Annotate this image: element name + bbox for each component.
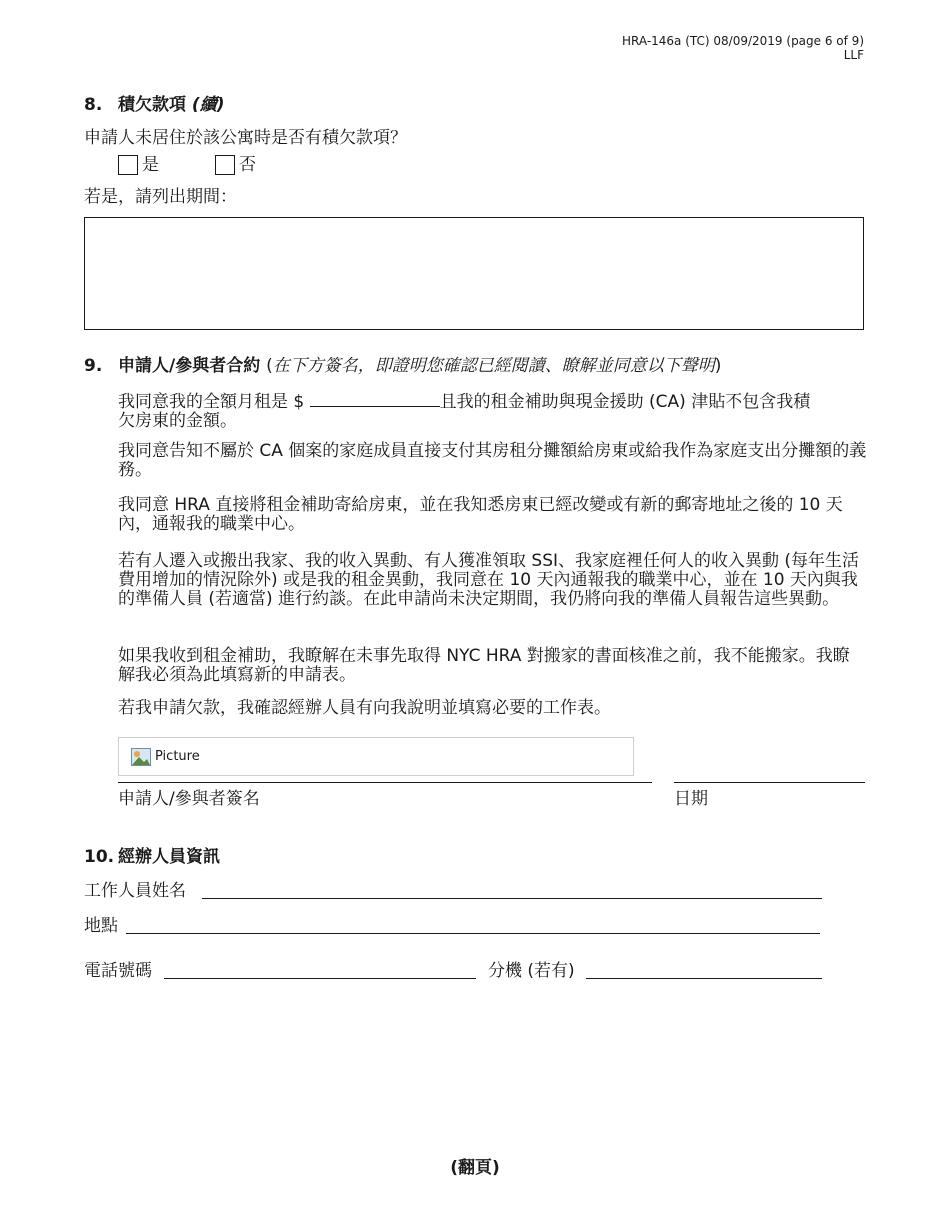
section-9-subtitle-open: ( <box>266 356 273 376</box>
section-8-number: 8. <box>84 95 103 115</box>
signature-label: 申請人/參與者簽名 <box>118 789 260 809</box>
rent-text-line2: 欠房東的金額。 <box>118 411 237 431</box>
phone-label: 電話號碼 <box>84 961 152 981</box>
yes-option[interactable] <box>118 155 159 175</box>
section-9-title-text: 申請人/參與者合約 <box>118 356 261 376</box>
agreement-landlord-paragraph: 我同意 HRA 直接將租金補助寄給房東，並在我知悉房東已經改變或有新的郵寄地址之後的 10 天內，通報我的職業中心。 <box>118 495 843 534</box>
section-10-title <box>84 842 220 867</box>
agreement-move-paragraph: 如果我收到租金補助，我瞭解在未事先取得 NYC HRA 對搬家的書面核准之前，我不能搬家。我瞭解我必須為此填寫新的申請表。 <box>118 646 850 685</box>
date-label: 日期 <box>674 789 708 809</box>
worker-name-label: 工作人員姓名 <box>84 881 186 901</box>
agreement-worksheet-paragraph: 若我申請欠款，我確認經辦人員有向我說明並填寫必要的工作表。 <box>118 698 611 718</box>
picture-label: Picture <box>155 749 200 764</box>
phone-field[interactable] <box>164 978 476 979</box>
picture-icon <box>131 748 151 766</box>
yes-checkbox[interactable] <box>118 155 138 175</box>
signature-line[interactable] <box>118 782 652 783</box>
rent-text-before: 我同意我的全額月租是 $ <box>118 392 305 412</box>
worker-name-field[interactable] <box>202 898 822 899</box>
section-10-number: 10. <box>84 847 115 867</box>
signature-picture-placeholder <box>118 737 634 776</box>
location-label: 地點 <box>84 916 118 936</box>
no-checkbox[interactable] <box>215 155 235 175</box>
yes-label: 是 <box>142 155 159 175</box>
form-code: HRA-146a (TC) 08/09/2019 (page 6 of 9) LLF <box>622 34 864 62</box>
monthly-rent-field[interactable] <box>310 390 440 407</box>
section-9-subtitle-close: ) <box>714 356 722 376</box>
section-9-number: 9. <box>84 356 103 376</box>
section-8-title <box>84 90 224 115</box>
section-10-title-text: 經辦人員資訊 <box>118 847 220 867</box>
agreement-changes-paragraph: 若有人遷入或搬出我家、我的收入異動、有人獲准領取 SSI、我家庭裡任何人的收入異動 (每年生活費用增加的情況除外) 或是我的租金異動，我同意在 10 天內通報我的職業中心，並在 10 天內與我的準備人員 (若適當) 進行約談。在此申請尚未決定期間，我仍將向我的準備人員報告這些異動。 <box>118 551 860 609</box>
no-option[interactable] <box>215 155 256 175</box>
section-8-title-text: 積欠款項 <box>118 95 186 115</box>
agreement-household-paragraph: 我同意告知不屬於 CA 個案的家庭成員直接支付其房租分攤額給房東或給我作為家庭支出分攤額的義務。 <box>118 441 867 480</box>
extension-label: 分機 (若有) <box>488 961 575 981</box>
turn-page-note: (翻頁) <box>450 1158 500 1178</box>
location-field[interactable] <box>126 933 820 934</box>
if-yes-prompt: 若是，請列出期間： <box>84 187 237 207</box>
extension-field[interactable] <box>586 978 822 979</box>
section-9-title <box>84 351 884 376</box>
date-line[interactable] <box>674 782 865 783</box>
section-9-subtitle: 在下方簽名，即證明您確認已經閱讀、瞭解並同意以下聲明 <box>272 356 715 376</box>
agreement-rent-paragraph <box>118 390 868 431</box>
arrears-question: 申請人未居住於該公寓時是否有積欠款項？ <box>84 128 407 148</box>
rent-text-after: 且我的租金補助與現金援助 (CA) 津貼不包含我積 <box>439 392 811 412</box>
arrears-period-field[interactable] <box>84 217 864 330</box>
no-label: 否 <box>239 155 256 175</box>
section-8-title-suffix: (續) <box>191 95 225 115</box>
